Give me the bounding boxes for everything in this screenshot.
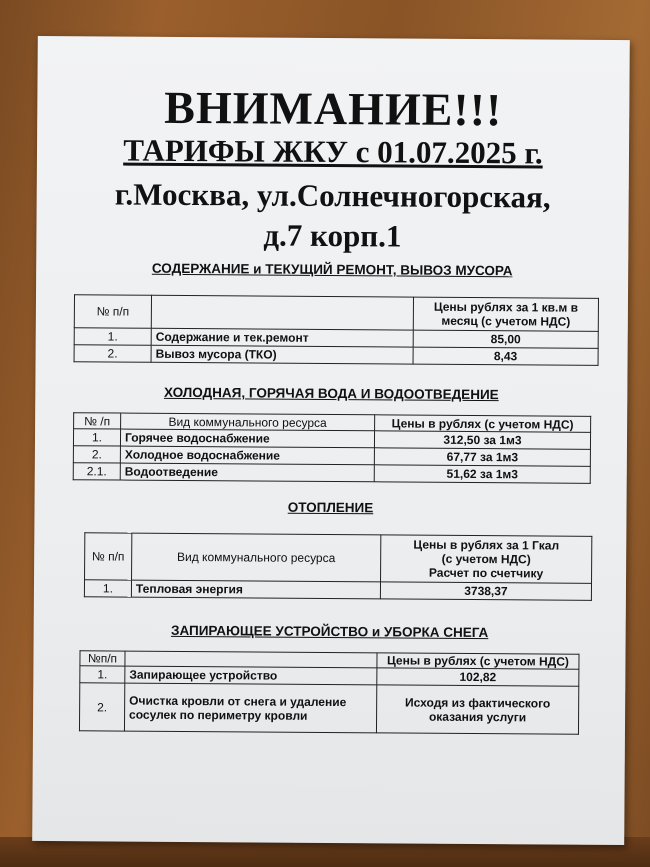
col-price-line-1: Цены в рублях за 1 Гкал: [413, 537, 560, 553]
table-header-row: [74, 295, 598, 332]
row-price: 67,77 за 1м3: [374, 448, 590, 467]
row-price: 8,43: [413, 347, 598, 365]
section-title-lock-snow: ЗАПИРАЮЩЕЕ УСТРОЙСТВО и УБОРКА СНЕГА: [170, 622, 489, 641]
section-title-maintenance: СОДЕРЖАНИЕ и ТЕКУЩИЙ РЕМОНТ, ВЫВОЗ МУСОРА: [151, 260, 513, 279]
row-service: Содержание и тек.ремонт: [151, 328, 413, 347]
water-table: [73, 412, 591, 484]
row-num: 1.: [84, 580, 131, 597]
heating-table: [84, 532, 592, 601]
row-price: Исходя из фактического оказания услуги: [376, 685, 578, 734]
row-service: Водоотведение: [120, 463, 374, 482]
row-num: 1.: [80, 666, 125, 683]
col-name-header: [151, 295, 413, 330]
lock-snow-table: [79, 650, 580, 734]
row-price: 51,62 за 1м3: [374, 465, 590, 484]
col-num-header: № п/п: [85, 533, 132, 580]
table-row: [84, 580, 591, 601]
col-resource-header: Вид коммунального ресурса: [121, 413, 375, 431]
attention-heading: ВНИМАНИЕ!!!: [164, 81, 503, 136]
section-title-water: ХОЛОДНАЯ, ГОРЯЧАЯ ВОДА И ВОДООТВЕДЕНИЕ: [163, 384, 499, 403]
col-price-header: Цены рублях за 1 кв.м в месяц (с учетом НДС): [413, 297, 598, 331]
row-service: Очистка кровли от снега и удаление сосулек по периметру кровли: [124, 683, 376, 733]
table-row: [79, 683, 578, 734]
row-num: 2.: [73, 446, 120, 463]
row-price: 3738,37: [380, 582, 591, 600]
col-price-line-3: Расчет по счетчику: [428, 565, 544, 581]
row-num: 2.: [74, 345, 151, 363]
row-price: 102,82: [377, 668, 579, 686]
section-title-heating: ОТОПЛЕНИЕ: [287, 499, 374, 516]
row-price: 312,50 за 1м3: [374, 431, 590, 450]
row-num: 1.: [73, 429, 120, 446]
row-service: Вывоз мусора (ТКО): [151, 345, 413, 364]
row-num: 2.1.: [73, 463, 120, 480]
notice-sheet: [32, 36, 630, 845]
tariffs-heading: ТАРИФЫ ЖКУ с 01.07.2025 г.: [123, 132, 543, 171]
col-name-header: [125, 651, 377, 668]
col-price-header: [381, 535, 592, 583]
col-num-header: № п/п: [74, 295, 151, 329]
table-header-row: [85, 533, 592, 584]
row-num: 2.: [79, 683, 124, 731]
col-price-line-2: (с учетом НДС): [441, 551, 531, 567]
row-price: 85,00: [413, 330, 598, 348]
row-num: 1.: [74, 328, 151, 346]
address-line-1: г.Москва, ул.Солнечногорская,: [114, 176, 551, 215]
col-num-header: №п/п: [80, 651, 125, 666]
col-resource-header: Вид коммунального ресурса: [132, 533, 381, 582]
col-num-header: № /п: [74, 413, 121, 429]
address-line-2: д.7 корп.1: [263, 217, 402, 254]
table-row: [74, 345, 598, 366]
col-price-header: Цены в рублях (с учетом НДС): [377, 653, 579, 669]
table-row: [73, 463, 590, 484]
maintenance-table: [74, 294, 599, 366]
row-service: Горячее водоснабжение: [120, 429, 374, 448]
row-service: Холодное водоснабжение: [120, 446, 374, 465]
row-service: Запирающее устройство: [125, 666, 377, 685]
col-price-header: Цены в рублях (с учетом НДС): [375, 415, 591, 433]
row-service: Тепловая энергия: [131, 580, 380, 599]
